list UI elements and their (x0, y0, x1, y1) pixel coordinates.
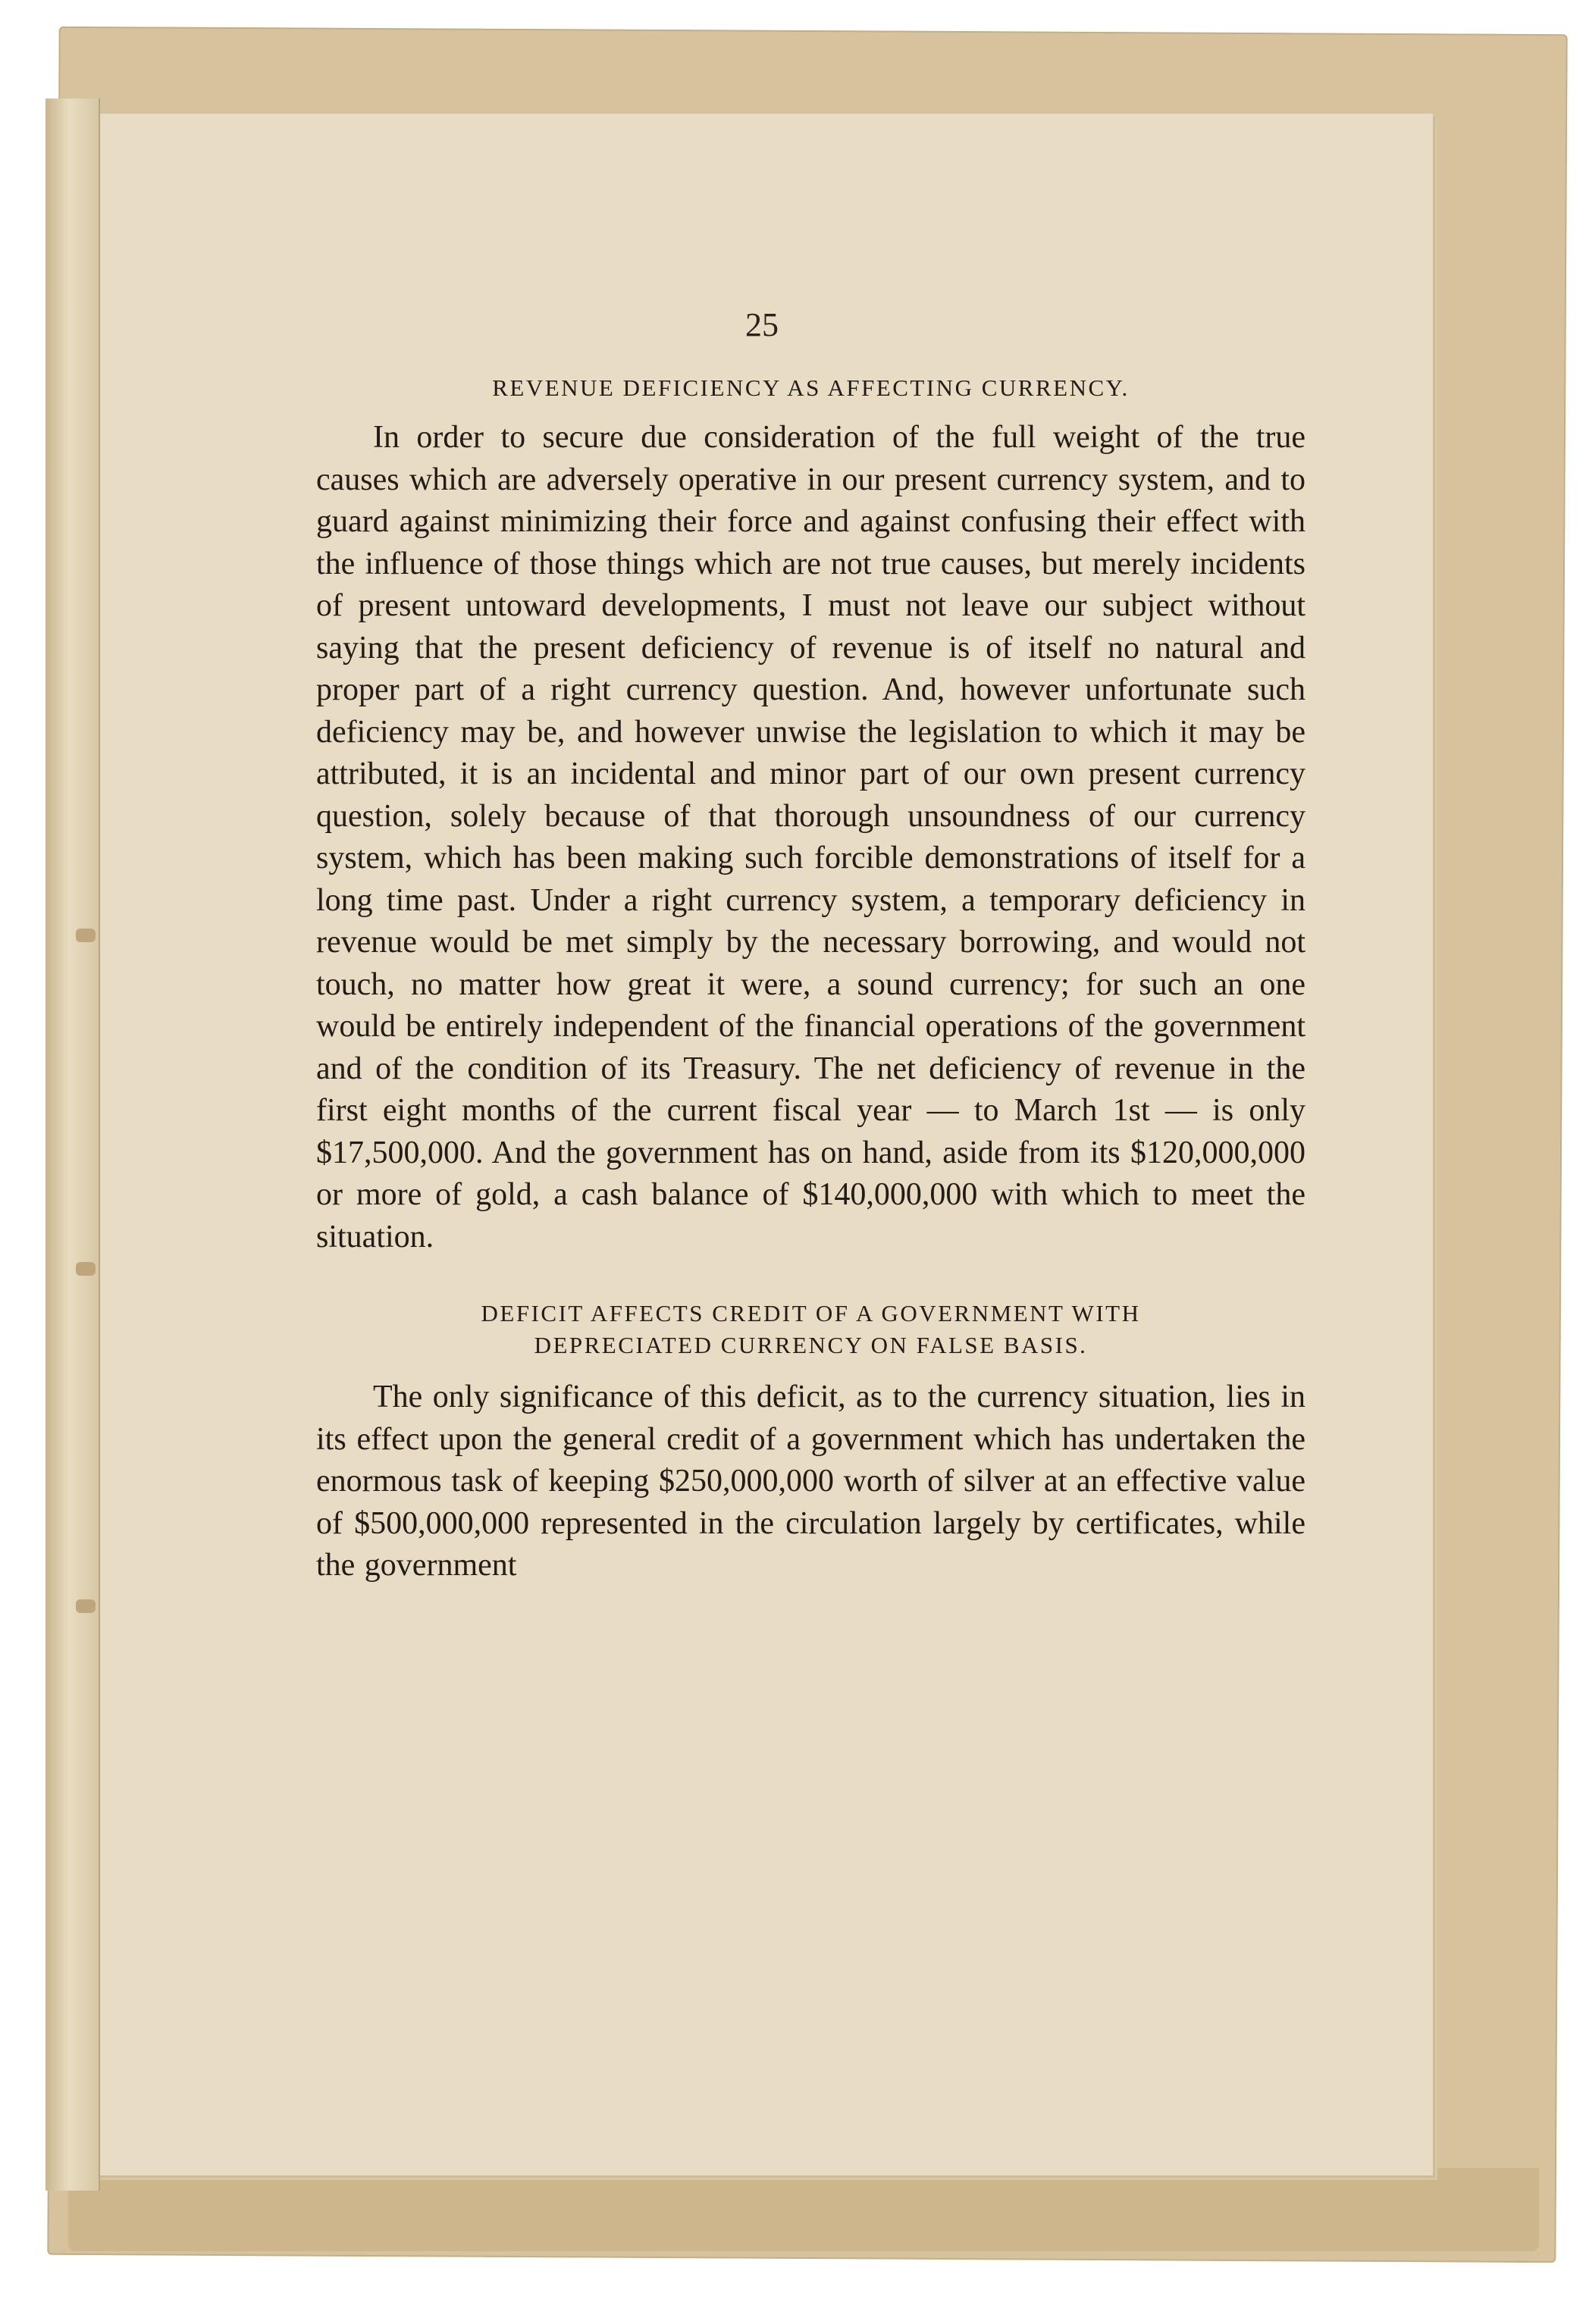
document-page (91, 114, 1433, 2175)
page-number: 25 (745, 306, 779, 343)
heading-line-2: DEPRECIATED CURRENCY ON FALSE BASIS. (534, 1332, 1088, 1358)
page-text (316, 373, 1305, 1587)
section-heading-revenue-deficiency: REVENUE DEFICIENCY AS AFFECTING CURRENCY. (492, 374, 1130, 401)
cover-bottom-edge (68, 2168, 1539, 2251)
stitch-mark (76, 929, 96, 942)
spine-fold (45, 99, 100, 2191)
stitch-mark (76, 1599, 96, 1613)
stitch-mark (76, 1262, 96, 1276)
paragraph-deficit-credit: The only significance of this deficit, as to the currency situation, lies in its effect upon the general credit of a government which has undertaken the enormous task of keeping $250,000,000 worth of silver at an effective value of $500,000,000 represented in the circulation largely by certificates, while the government (316, 1380, 1305, 1583)
heading-line-1: DEFICIT AFFECTS CREDIT OF A GOVERNMENT WITH (481, 1300, 1141, 1326)
paragraph-revenue-deficiency: In order to secure due consideration of the full weight of the true causes which are adversely operative in our present currency system, and to guard against minimizing their force and against confusing their effect with the influence of those things which are not true causes, but merely incidents of present untoward developments, I must not leave our subject without saying that the present deficiency of revenue is of itself no natural and proper part of a right currency question. And, however unfortunate such deficiency may be, and however unwise the legislation to which it may be attributed, it is an incidental and minor part of our own present currency question, solely because of that thorough unsoundness of our currency system, which has been making such forcible demonstrations of itself for a long time past. Under a right currency system, a temporary deficiency in revenue would be met simply by the necessary borrowing, and would not touch, no matter how great it were, a sound currency; for such an one would be entirely independent of the financial operations of the government and of the condition of its Treasury. The net deficiency of revenue in the first eight months of the current fiscal year — to March 1st — is only $17,500,000. And the government has on hand, aside from its $120,000,000 or more of gold, a cash balance of $140,000,000 with which to meet the situation. (316, 420, 1305, 1254)
section-heading-deficit-credit (316, 1298, 1305, 1361)
